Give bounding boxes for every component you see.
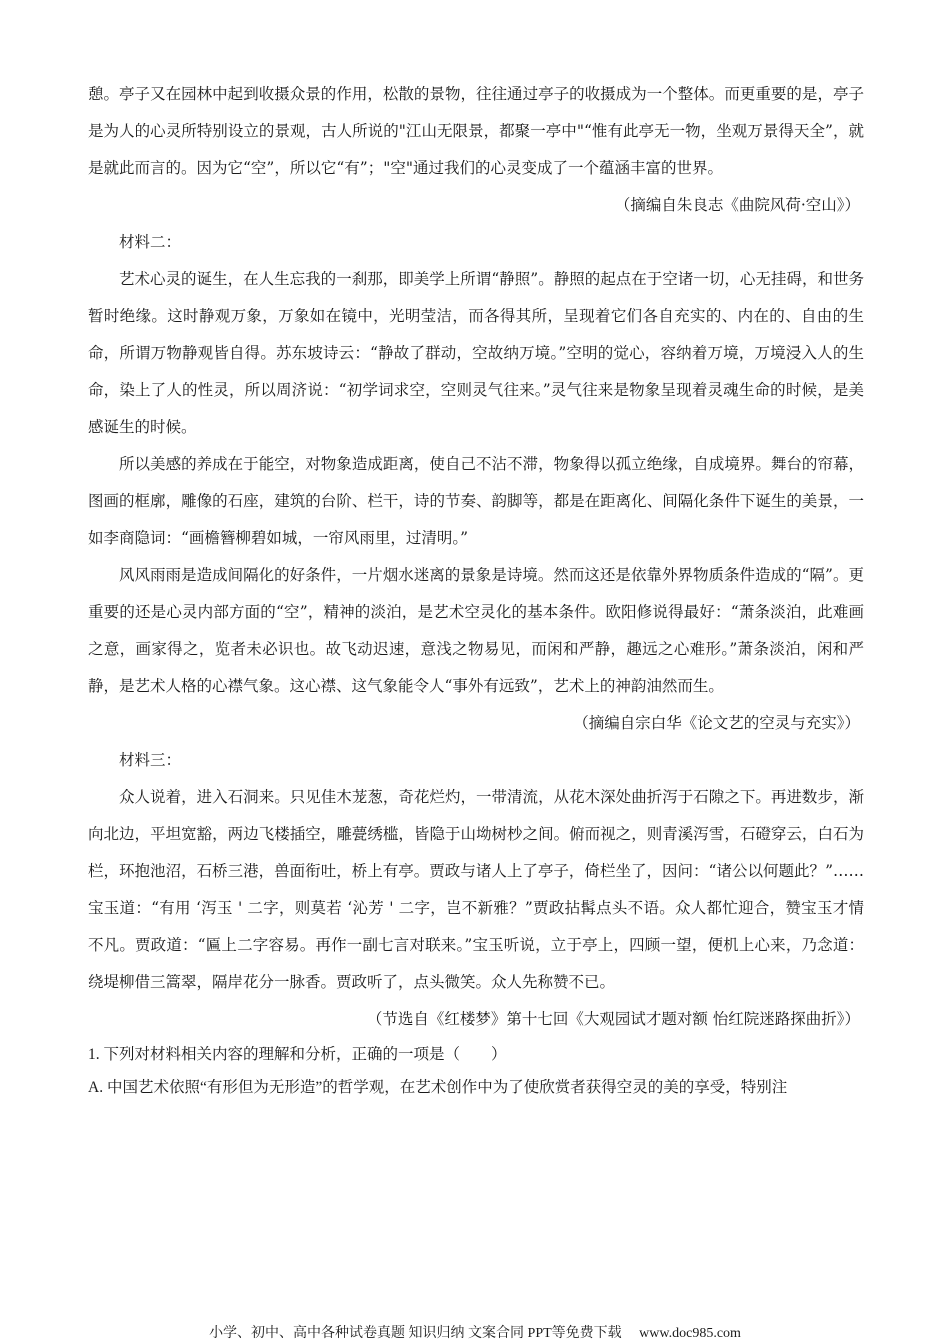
material2-paragraph-1: 艺术心灵的诞生，在人生忘我的一刹那，即美学上所谓“静照”。静照的起点在于空诸一切，心无挂碍，和世务暂时绝缘。这时静观万象，万象如在镜中，光明莹洁，而各得其所，呈现着它们各自充实的、内在的、自由的生命，所谓万物静观皆自得。苏东坡诗云：“静故了群动，空故纳万境。”空明的觉心，容纳着万境，万境浸入人的生命，染上了人的性灵，所以周济说：“初学词求空，空则灵气往来。”灵气往来是物象呈现着灵魂生命的时候，是美感诞生的时候。 (88, 270, 864, 436)
material2-paragraph-3: 风风雨雨是造成间隔化的好条件，一片烟水迷离的景象是诗境。然而这还是依靠外界物质条件造成的“隔”。更重要的还是心灵内部方面的“空”，精神的淡泊，是艺术空灵化的基本条件。欧阳修说得最好：“萧条淡泊，此难画之意，画家得之，览者未必识也。故飞动迟速，意浅之物易见，而闲和严静，趣远之心难形。”萧条淡泊，闲和严静，是艺术人格的心襟气象。这心襟、这气象能令人“事外有远致”，艺术上的神韵油然而生。 (88, 566, 864, 695)
material3-paragraph: 众人说着，进入石洞来。只见佳木茏葱，奇花烂灼，一带清流，从花木深处曲折泻于石隙之下。再进数步，渐向北边，平坦宽豁，两边飞楼插空，雕甍绣槛，皆隐于山坳树杪之间。俯而视之，则青溪泻雪，石磴穿云，白石为栏，环抱池沼，石桥三港，兽面衔吐，桥上有亭。贾政与诸人上了亭子，倚栏坐了，因问：“诸公以何题此？”……宝玉道：“有用 ‘泻玉 ' 二字，则莫若 ‘沁芳 ' 二字，岂不新雅？”贾政拈髯点头不语。众人都忙迎合，赞宝玉才情不凡。贾政道：“匾上二字容易。再作一副七言对联来。”宝玉听说，立于亭上，四顾一望，便机上心来，乃念道：绕堤柳借三篙翠，隔岸花分一脉香。贾政听了，点头微笑。众人先称赞不已。 (88, 788, 864, 991)
question1-stem: 1. 下列对材料相关内容的理解和分析，正确的一项是（ ） (88, 1046, 507, 1063)
material1-paragraph: 憩。亭子又在园林中起到收摄众景的作用，松散的景物，往往通过亭子的收摄成为一个整体。而更重要的是，亭子是为人的心灵所特别设立的景观，古人所说的"江山无限景，都聚一亭中"“惟有此亭无一物，坐观万景得天全”，就是就此而言的。因为它“空”，所以它“有”；"空"通过我们的心灵变成了一个蕴涵丰富的世界。 (88, 85, 864, 177)
material3-label: 材料三： (119, 751, 182, 769)
document-body (88, 76, 864, 1104)
material2-paragraph-2: 所以美感的养成在于能空，对物象造成距离，使自己不沾不滞，物象得以孤立绝缘，自成境界。舞台的帘幕，图画的框廓，雕像的石座，建筑的台阶、栏干，诗的节奏、韵脚等，都是在距离化、间隔化条件下诞生的美景，一如李商隐词：“画檐簪柳碧如城，一帘风雨里，过清明。” (88, 455, 864, 547)
material2-label: 材料二： (119, 233, 182, 251)
material3-source: （节选自《红楼梦》第十七回《大观园试才题对额 怡红院迷路探曲折》） (366, 1010, 860, 1028)
material2-source: （摘编自宗白华《论文艺的空灵与充实》） (573, 714, 860, 732)
question1-option-a: A. 中国艺术依照“有形但为无形造”的哲学观，在艺术创作中为了使欣赏者获得空灵的美的享受，特别注 (88, 1079, 788, 1096)
material1-source: （摘编自朱良志《曲院风荷·空山》） (614, 196, 860, 214)
page-footer: 小学、初中、高中各种试卷真题 知识归纳 文案合同 PPT等免费下载 www.doc985.com (209, 1326, 741, 1341)
